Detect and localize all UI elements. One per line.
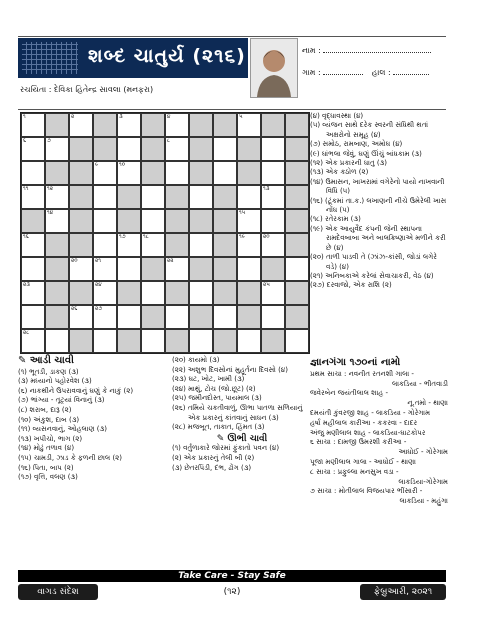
clue-item: (૧૩) એક કઠોળ (૨): [310, 168, 369, 177]
clue-item: (૩) મધ્યાનો પહોરવેશ (૩): [18, 377, 92, 386]
grid-cell[interactable]: [141, 329, 165, 353]
blocked-cell: [285, 113, 309, 137]
clue-number: ૮: [167, 138, 171, 144]
blocked-cell: [93, 137, 117, 161]
clue-number: ૨૧: [95, 258, 101, 264]
winner-line: ૮ સાચા : પ્રફુલ્લા મનસુખ વડા -: [310, 467, 399, 476]
across-title-text: આડી ચાવી: [29, 355, 74, 366]
grid-cell[interactable]: [141, 209, 165, 233]
grid-cell[interactable]: [285, 329, 309, 353]
name-blank: [323, 52, 431, 53]
clue-item: (૨૪) માથું, ટોચ (જો.છૂટ) (૨): [172, 384, 256, 393]
clue-item: (૨૦) કાયમો (૩): [172, 356, 220, 364]
clue-number: ૧૮: [143, 234, 149, 240]
grid-cell[interactable]: [237, 257, 261, 281]
clue-number: ૨૩: [23, 282, 30, 288]
blocked-cell: [285, 185, 309, 209]
issue-date: ફેબ્રુઆરી, ૨૦૨૧: [360, 584, 446, 600]
clue-item: (૮) શરાબ, દારૂ (૨): [18, 405, 72, 414]
grid-cell[interactable]: [165, 161, 189, 185]
blocked-cell: [189, 305, 213, 329]
grid-cell[interactable]: [117, 233, 141, 257]
blocked-cell: [69, 281, 93, 305]
blocked-cell: [117, 209, 141, 233]
grid-cell[interactable]: [21, 113, 45, 137]
grid-cell[interactable]: [45, 185, 69, 209]
grid-cell[interactable]: [141, 185, 165, 209]
grid-cell[interactable]: [213, 161, 237, 185]
title-banner: [18, 38, 248, 78]
winner-line: લાકડિયા - મહુંગા: [399, 497, 448, 506]
blocked-cell: [165, 329, 189, 353]
grid-cell[interactable]: [117, 257, 141, 281]
blocked-cell: [285, 305, 309, 329]
blocked-cell: [189, 113, 213, 137]
clue-item: (૨૭) દરવાજો, એક રાશિ (૨): [310, 281, 392, 290]
clue-item: (૭) ભાંગ્યા - તૂટ્યાં વિનાનું (૩): [18, 396, 105, 405]
author-credit: રચયિતા : દેવિકા હિતેન્દ્ર સાવલા (મનફરા): [20, 85, 154, 94]
blocked-cell: [117, 329, 141, 353]
blocked-cell: [117, 281, 141, 305]
clue-item: (૭) સમોઠ, રામબાણ, અમોઘ (૪): [310, 140, 403, 149]
clue-item: (૧૯) એક આયુર્વેદ કંપની જેની સ્થાપના રામદેવબાબા અને બાલક્રિષ્ણાએ મળીને કરી છે (૪): [310, 224, 446, 252]
clue-item: (૨૦) તાળી પાડવી તે (ઝાંઝ-કાંસી, જોડાં લગેરે વડે) (૪): [310, 253, 437, 271]
blocked-cell: [213, 209, 237, 233]
winners-list: [310, 358, 448, 507]
grid-cell[interactable]: [261, 185, 285, 209]
blocked-cell: [261, 329, 285, 353]
grid-cell[interactable]: [189, 185, 213, 209]
winner-line: લાકડિયા - ભીતવાડી: [392, 379, 448, 388]
winner-line: જવેરબેન જયંતીલાલ શાહ -: [310, 389, 389, 398]
blocked-cell: [285, 281, 309, 305]
district-blank: [393, 74, 429, 75]
clue-number: ૧૭: [119, 234, 126, 240]
clue-number: ૧૧: [23, 186, 29, 192]
blocked-cell: [45, 113, 69, 137]
blocked-cell: [165, 233, 189, 257]
down-title-text: ઊભી ચાવી: [227, 433, 268, 444]
clue-item: (૩) છેતરપિંડી, દંભ, ઢોંગ (૩): [172, 463, 252, 472]
grid-cell[interactable]: [237, 329, 261, 353]
blocked-cell: [21, 209, 45, 233]
winner-line: દમયંતી કુંવરજી શાહ - લાકડિયા - ગોરેગામ: [310, 408, 431, 417]
grid-cell[interactable]: [189, 281, 213, 305]
winner-line: નૂ.તમો - થાણા: [407, 399, 448, 408]
clue-number: ૪: [167, 114, 171, 120]
blocked-cell: [237, 281, 261, 305]
grid-cell[interactable]: [165, 113, 189, 137]
blocked-cell: [45, 257, 69, 281]
clue-item: (૨) એક પ્રકારનું તેલી બી (૨): [172, 453, 255, 462]
blocked-cell: [285, 137, 309, 161]
clue-number: ૨૭: [95, 306, 103, 312]
clue-item: (૨૮) મજબૂત, તાકાત, હિંમત (૩): [172, 423, 265, 432]
grid-cell[interactable]: [45, 137, 69, 161]
blocked-cell: [93, 113, 117, 137]
grid-cell[interactable]: [21, 137, 45, 161]
clue-item: (૪) વૃદ્ધાવસ્થા (૪): [310, 112, 364, 120]
village-label: ગામ :: [302, 68, 321, 77]
village-field: [302, 68, 429, 78]
clue-item: (૧૮) રતેરકામ (૩): [310, 215, 361, 224]
grid-cell[interactable]: [93, 161, 117, 185]
clue-item: (૨૩) ઘટ, ખોટ, ખામી (૩): [172, 375, 245, 384]
blocked-cell: [45, 161, 69, 185]
winner-line: અંજુ મણીલાલ શાહ - લાકડિયા-ઘાટકોપર: [310, 428, 426, 437]
down-clues-continued: [310, 112, 450, 291]
name-field: [302, 46, 431, 56]
blocked-cell: [141, 305, 165, 329]
clue-item: (૨૧) અનિબકાએ કરેલાં સેવાચાકરી, વેઠ (૪): [310, 271, 434, 280]
grid-cell[interactable]: [21, 257, 45, 281]
blocked-cell: [141, 257, 165, 281]
clue-item: (૧૭) વૃત્તિ, વલણ (૩): [18, 473, 78, 482]
clue-item: (૯) ઘાંભલા જેવું, ઘણું ઊંચું બાંધકામ (૩): [310, 149, 422, 158]
clue-number: ૨: [71, 114, 75, 120]
blocked-cell: [69, 233, 93, 257]
slogan-bar: Take Care - Stay Safe: [18, 570, 446, 582]
grid-cell[interactable]: [21, 233, 45, 257]
grid-pattern-icon: [22, 42, 78, 74]
grid-cell[interactable]: [21, 305, 45, 329]
clue-item: (૧૪) મોઢું તળાવ (૪): [18, 444, 75, 453]
grid-cell[interactable]: [285, 257, 309, 281]
grid-cell[interactable]: [117, 113, 141, 137]
clue-item: (૧૫) ચામડી, ઝાડ કે ફળની છાલ (૨): [18, 453, 123, 462]
grid-cell[interactable]: [237, 185, 261, 209]
clue-item: (૬) નાકથીને ઉપરાવવાનું ઘણું કે નાકું (૨): [18, 386, 134, 395]
clue-number: ૧૫: [239, 210, 246, 216]
grid-cell[interactable]: [21, 329, 45, 353]
clue-number: ૨૦: [263, 234, 270, 240]
grid-cell[interactable]: [21, 281, 45, 305]
clue-number: ૨૦: [71, 258, 78, 264]
grid-cell[interactable]: [189, 233, 213, 257]
grid-cell[interactable]: [93, 305, 117, 329]
clue-item: (૧) વર્તુળાકારે જોરમાં ફુંકાતો પવન (૪): [172, 444, 280, 453]
grid-cell[interactable]: [261, 137, 285, 161]
clue-number: ૨૨: [167, 258, 174, 264]
clue-number: ૫: [239, 114, 243, 120]
blocked-cell: [285, 209, 309, 233]
grid-cell[interactable]: [93, 257, 117, 281]
page-number: (૧૨): [223, 587, 241, 597]
grid-cell[interactable]: [165, 305, 189, 329]
clue-item: (૧૩) ખપીચો, ભાગ (૨): [18, 434, 83, 443]
winner-line: હર્ષા મહીલાલ કારીઆ - કકરવા - દાદર: [310, 418, 418, 427]
clue-number: ૧૬: [23, 234, 29, 240]
grid-cell[interactable]: [213, 137, 237, 161]
blocked-cell: [189, 161, 213, 185]
blocked-cell: [69, 329, 93, 353]
blocked-cell: [141, 161, 165, 185]
blocked-cell: [213, 257, 237, 281]
header-rule: [18, 109, 446, 110]
clue-number: ૧૪: [47, 210, 54, 216]
header: [18, 38, 446, 108]
blocked-cell: [117, 185, 141, 209]
blocked-cell: [285, 233, 309, 257]
clue-number: ૨૮: [23, 330, 30, 336]
grid-cell[interactable]: [261, 161, 285, 185]
grid-cell[interactable]: [261, 281, 285, 305]
grid-cell[interactable]: [93, 233, 117, 257]
clue-item: (૧૨) એક પ્રકારની ધાતુ (૩): [310, 159, 387, 168]
blocked-cell: [45, 305, 69, 329]
grid-cell[interactable]: [117, 161, 141, 185]
clue-item: (૧૬) (ટૂંકમાં તા.ક.) લખાણની નીચે ઉમેરેલી ખાસ નોંધ (૫): [310, 196, 447, 215]
blocked-cell: [237, 305, 261, 329]
name-label: નામ :: [302, 46, 321, 55]
clue-item: (૨૨) અશુભ દિવસોનાં મુહૂર્તના દિવસો (૪): [172, 365, 288, 374]
grid-cell[interactable]: [141, 281, 165, 305]
clue-item: (૧૪) ઉમાસન, ખાખરામાં વગેરેનો પાયો નાખવાની વિધિ (૫): [310, 177, 445, 196]
blocked-cell: [69, 137, 93, 161]
grid-cell[interactable]: [237, 113, 261, 137]
blocked-cell: [261, 257, 285, 281]
clue-number: ૬: [23, 138, 27, 144]
author-photo: [250, 38, 298, 98]
grid-cell[interactable]: [93, 281, 117, 305]
village-blank: [323, 74, 363, 75]
grid-cell[interactable]: [165, 257, 189, 281]
clue-item: (૨૬) તમિયે ચકતીવાળું, ઊભા પાતળા સળિયાનું એક પ્રકારનું કાંતવાનું સાધન (૩): [172, 403, 303, 422]
clue-item: (૨૫) જમીનદોસ્ત, પાયમાલ (૩): [172, 394, 262, 403]
district-label: હાલ :: [371, 68, 391, 77]
blocked-cell: [213, 329, 237, 353]
grid-cell[interactable]: [141, 233, 165, 257]
winners-title: જ્ઞાનગંગા ૧૭૦નાં નામો: [310, 357, 401, 368]
blocked-cell: [213, 113, 237, 137]
blocked-cell: [213, 281, 237, 305]
winner-line: લાકડિયા-ગોરેગામ: [398, 477, 448, 486]
clue-item: (૧૦) અંકુશ, દાબ (૩): [18, 415, 80, 424]
puzzle-page: [18, 38, 446, 600]
clue-item: (૫) વ્યંજન સાથે દરેક સ્વરની સંધિથી થતાં અક્ષરોનો સમૂહ (૪): [310, 121, 429, 139]
clue-number: ૧૩: [263, 186, 270, 192]
blocked-cell: [165, 209, 189, 233]
clue-number: ૧૯: [239, 234, 245, 240]
grid-cell[interactable]: [21, 185, 45, 209]
blocked-cell: [237, 161, 261, 185]
clue-number: ૭: [47, 138, 51, 144]
blocked-cell: [69, 209, 93, 233]
blocked-cell: [189, 209, 213, 233]
grid-cell[interactable]: [93, 329, 117, 353]
grid-cell[interactable]: [69, 305, 93, 329]
winner-line: ૬ સાચા : દામજી ઉમરશી કરીઆ -: [310, 438, 407, 447]
clue-number: ૧૦: [119, 162, 126, 168]
across-title: ✎ આડી ચાવી: [18, 355, 74, 366]
grid-cell[interactable]: [189, 329, 213, 353]
winner-line: ૭ સાચા : મોતીલાલ વિજયપાર ભીંસારી -: [310, 487, 423, 496]
clue-item: (૧૬) પિતા, બાપ (૨): [18, 463, 74, 472]
top-rule: [18, 36, 446, 37]
grid-cell[interactable]: [93, 185, 117, 209]
grid-cell[interactable]: [261, 209, 285, 233]
grid-cell[interactable]: [117, 305, 141, 329]
blocked-cell: [45, 281, 69, 305]
clue-number: ૨૬: [71, 306, 78, 312]
grid-cell[interactable]: [237, 209, 261, 233]
winner-line: પ્રથમ સાચા : નવનીત રતનશી ગાલા -: [310, 369, 414, 378]
crossword-grid: [20, 112, 310, 354]
clue-number: ૧: [23, 114, 26, 120]
grid-cell[interactable]: [117, 137, 141, 161]
clue-number: ૨૪: [95, 282, 102, 288]
across-clues-continued: [172, 356, 312, 473]
page-title: શબ્દ ચાતુર્ય (૨૧૬): [88, 45, 246, 67]
grid-cell[interactable]: [165, 137, 189, 161]
winner-line: પૂજા મણીલાલ ગાલા - આધોઈ - થાણા: [310, 457, 416, 466]
down-title: ✎ ઊભી ચાવી: [216, 433, 268, 444]
blocked-cell: [237, 137, 261, 161]
blocked-cell: [141, 137, 165, 161]
blocked-cell: [165, 281, 189, 305]
winner-line: આધોઈ - ગોરેગામ: [398, 448, 448, 457]
magazine-name: વાગડ સંદેશ: [18, 584, 98, 600]
blocked-cell: [45, 233, 69, 257]
grid-cell[interactable]: [261, 305, 285, 329]
blocked-cell: [69, 161, 93, 185]
blocked-cell: [141, 113, 165, 137]
blocked-cell: [213, 233, 237, 257]
clue-item: (૧૧) વ્યસનવાનું, ઓહલાણ (૩): [18, 425, 107, 434]
grid-cell[interactable]: [69, 113, 93, 137]
grid-cell[interactable]: [93, 209, 117, 233]
grid-cell[interactable]: [213, 305, 237, 329]
blocked-cell: [189, 257, 213, 281]
grid-cell[interactable]: [45, 209, 69, 233]
blocked-cell: [69, 185, 93, 209]
clue-item: (૧) ભૂતડી, ડાકણ (૩): [18, 367, 79, 376]
grid-cell[interactable]: [69, 257, 93, 281]
blocked-cell: [285, 161, 309, 185]
blocked-cell: [261, 113, 285, 137]
grid-cell[interactable]: [21, 161, 45, 185]
clue-number: ૧૨: [47, 186, 53, 192]
grid-cell[interactable]: [237, 233, 261, 257]
grid-cell[interactable]: [261, 233, 285, 257]
blocked-cell: [213, 185, 237, 209]
clue-number: ૨૫: [263, 282, 270, 288]
across-clues: [18, 356, 168, 483]
blocked-cell: [189, 137, 213, 161]
clue-number: ૯: [95, 162, 99, 168]
grid-cell[interactable]: [45, 329, 69, 353]
blocked-cell: [165, 185, 189, 209]
clue-number: ૩: [119, 114, 123, 120]
